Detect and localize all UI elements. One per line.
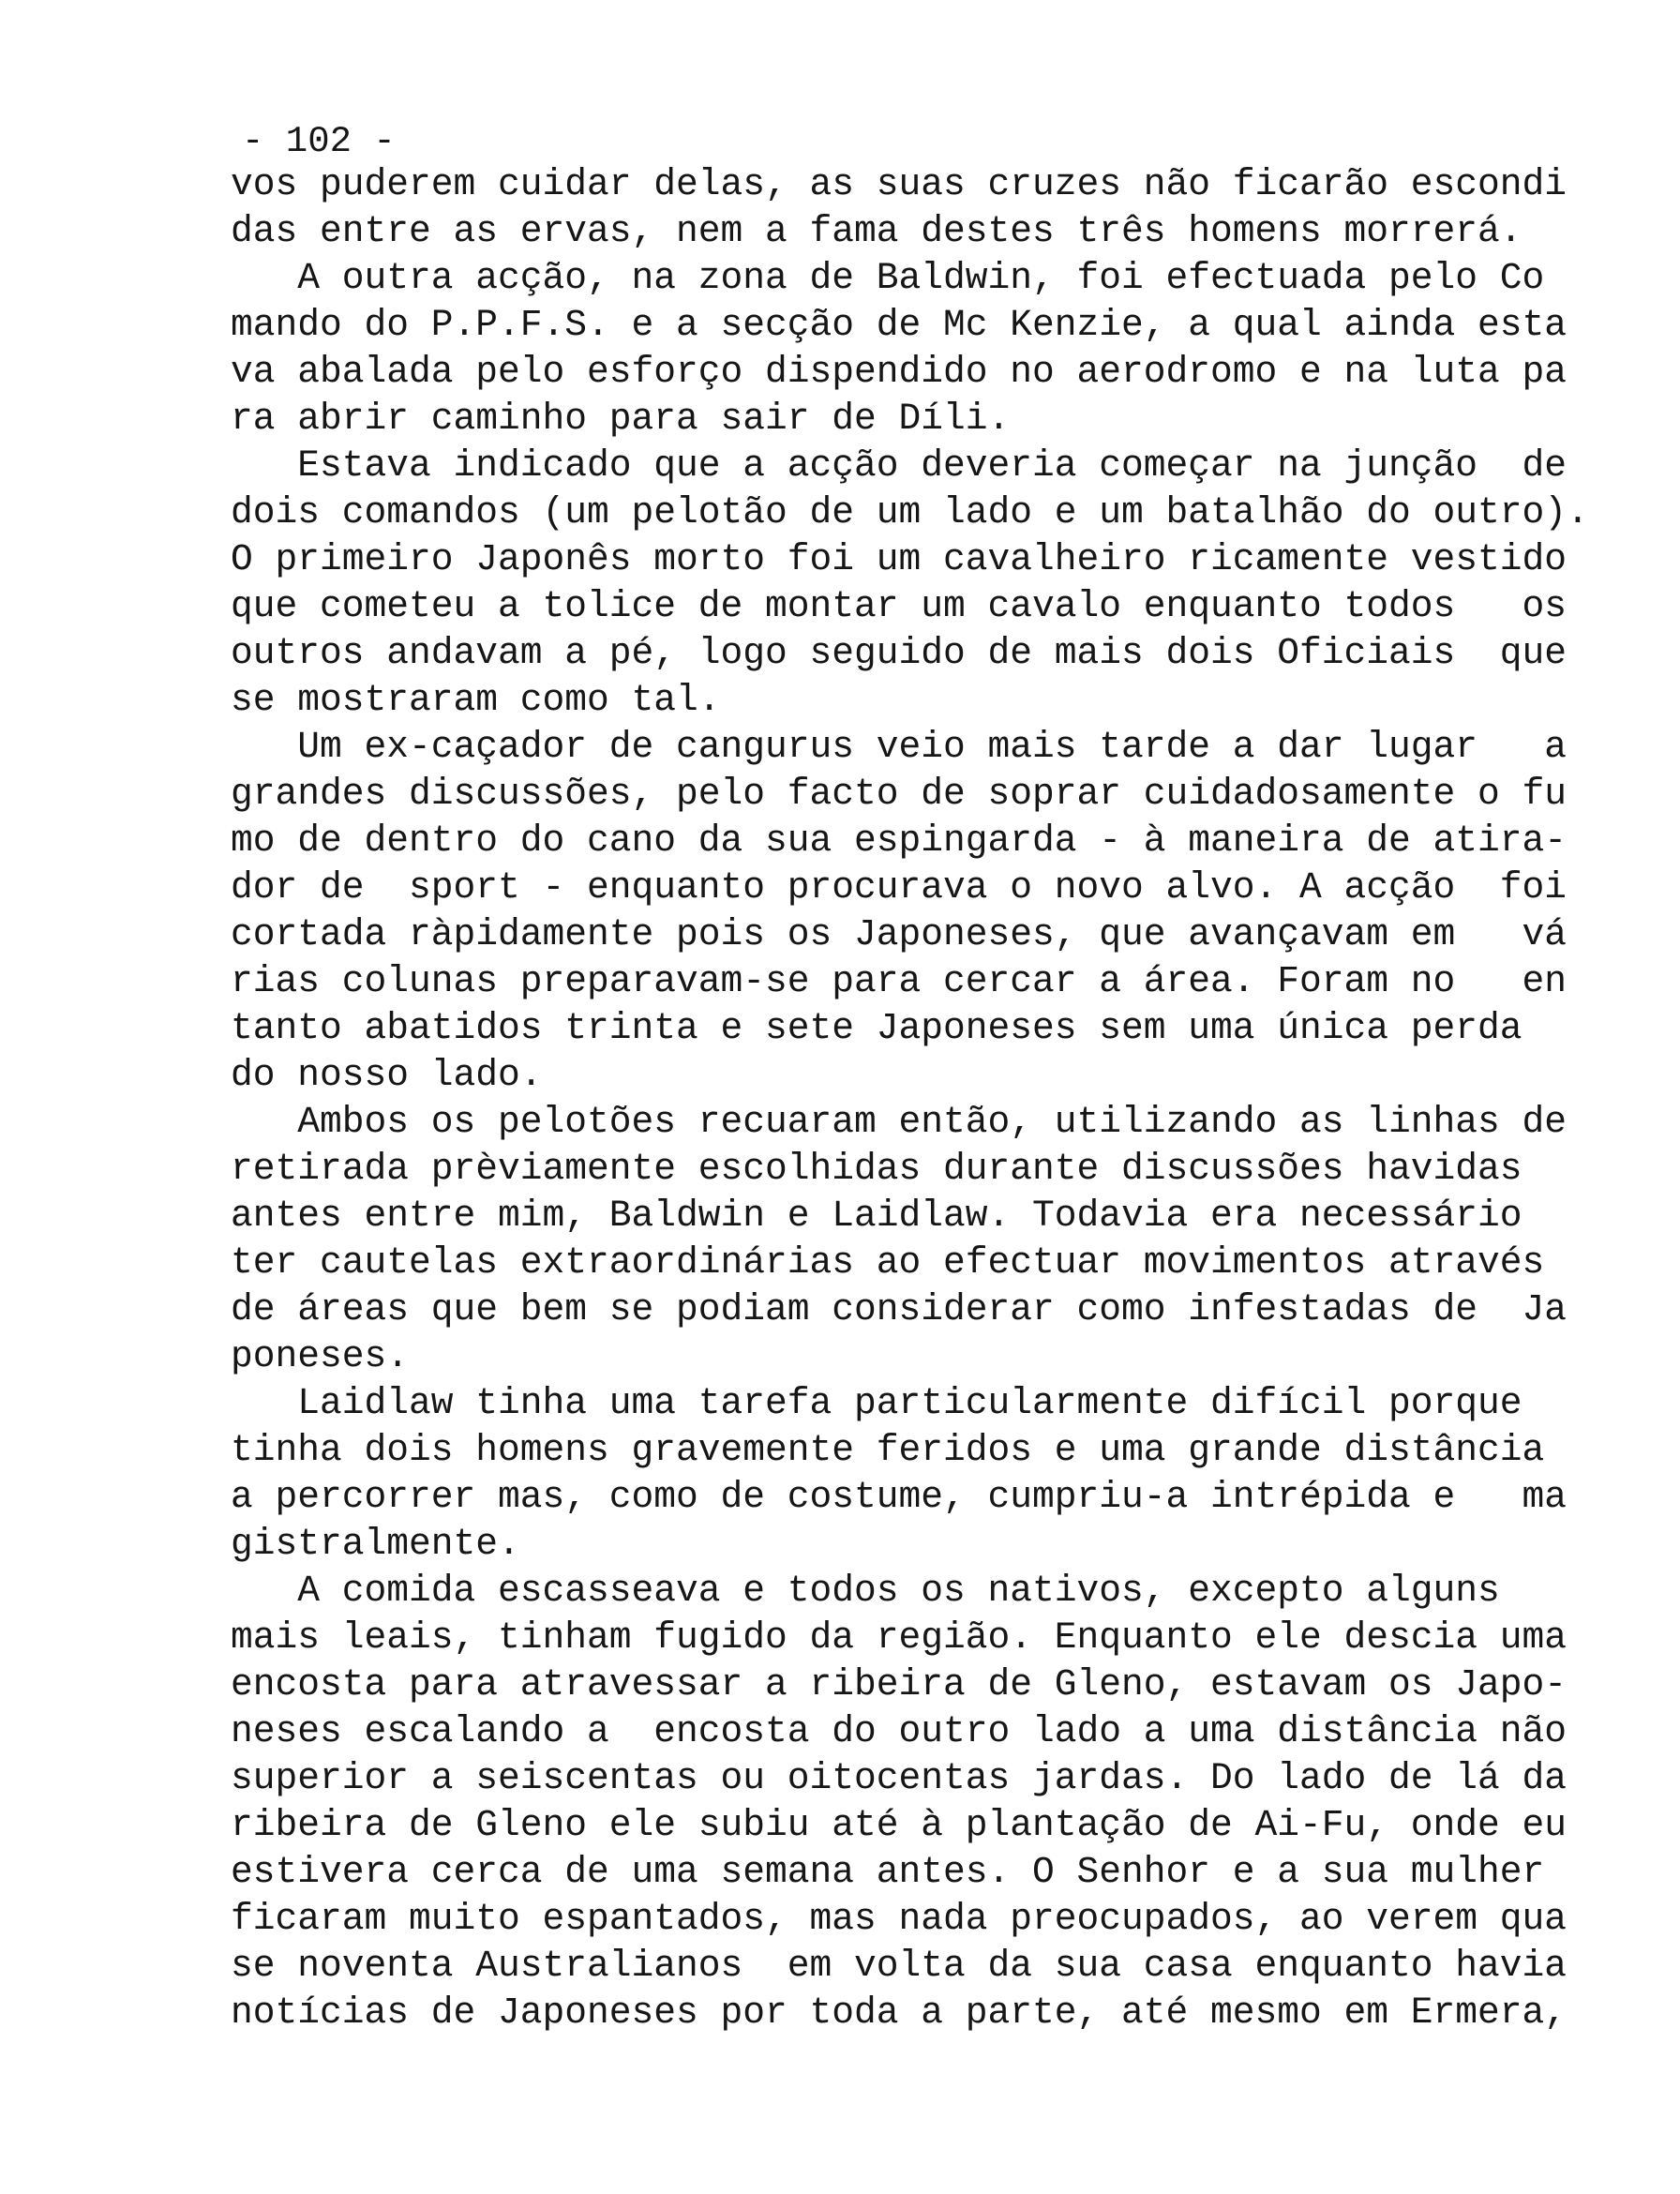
text-line: Um ex-caçador de cangurus veio mais tarde a dar lugar a [231, 726, 1568, 768]
text-line: mando do P.P.F.S. e a secção de Mc Kenzie, a qual ainda esta [231, 304, 1568, 346]
text-line: O primeiro Japonês morto foi um cavalheiro ricamente vestido [231, 538, 1568, 580]
text-line: estivera cerca de uma semana antes. O Senhor e a sua mulher [231, 1851, 1545, 1893]
text-line: A outra acção, na zona de Baldwin, foi efectuada pelo Co [231, 257, 1545, 299]
text-line: das entre as ervas, nem a fama destes três homens morrerá. [231, 210, 1522, 252]
text-line: ra abrir caminho para sair de Díli. [231, 398, 1011, 440]
text-line: tinha dois homens gravemente feridos e uma grande distância [231, 1429, 1545, 1471]
text-line: ribeira de Gleno ele subiu até à plantação de Ai-Fu, onde eu [231, 1804, 1568, 1846]
text-line: grandes discussões, pelo facto de soprar cuidadosamente o fu [231, 773, 1568, 815]
text-line: poneses. [231, 1335, 410, 1377]
text-line: antes entre mim, Baldwin e Laidlaw. Todavia era necessário [231, 1195, 1522, 1237]
text-line: tanto abatidos trinta e sete Japoneses sem uma única perda [231, 1007, 1522, 1049]
text-line: gistralmente. [231, 1523, 520, 1565]
page-number: - 102 - [242, 121, 396, 162]
text-line: se mostraram como tal. [231, 679, 721, 721]
text-line: outros andavam a pé, logo seguido de mais dois Oficiais que [231, 632, 1568, 674]
text-line: cortada ràpidamente pois os Japoneses, que avançavam em vá [231, 913, 1568, 955]
text-line: dois comandos (um pelotão de um lado e um batalhão do outro). [231, 491, 1589, 533]
text-line: A comida escasseava e todos os nativos, excepto alguns [231, 1570, 1500, 1612]
body-text [231, 161, 1656, 2036]
text-line: Ambos os pelotões recuaram então, utilizando as linhas de [231, 1101, 1568, 1143]
text-line: dor de sport - enquanto procurava o novo alvo. A acção foi [231, 866, 1568, 909]
text-line: retirada prèviamente escolhidas durante discussões havidas [231, 1148, 1522, 1190]
text-line: notícias de Japoneses por toda a parte, até mesmo em Ermera, [231, 1991, 1568, 2034]
text-line: Estava indicado que a acção deveria começar na junção de [231, 444, 1568, 487]
text-line: mais leais, tinham fugido da região. Enquanto ele descia uma [231, 1616, 1568, 1659]
text-line: do nosso lado. [231, 1054, 543, 1096]
text-line: ter cautelas extraordinárias ao efectuar movimentos através [231, 1241, 1545, 1284]
text-line: de áreas que bem se podiam considerar como infestadas de Ja [231, 1288, 1568, 1330]
text-line: va abalada pelo esforço dispendido no aerodromo e na luta pa [231, 351, 1568, 393]
text-line: neses escalando a encosta do outro lado a uma distância não [231, 1710, 1568, 1752]
text-line: Laidlaw tinha uma tarefa particularmente difícil porque [231, 1382, 1522, 1424]
text-line: a percorrer mas, como de costume, cumpriu-a intrépida e ma [231, 1476, 1568, 1518]
text-line: encosta para atravessar a ribeira de Gleno, estavam os Japo- [231, 1663, 1568, 1706]
text-line: se noventa Australianos em volta da sua casa enquanto havia [231, 1945, 1568, 1987]
text-line: ficaram muito espantados, mas nada preocupados, ao verem qua [231, 1898, 1568, 1940]
text-line: vos puderem cuidar delas, as suas cruzes não ficarão escondi [231, 163, 1568, 205]
text-line: mo de dentro do cano da sua espingarda - à maneira de atira- [231, 819, 1568, 862]
text-line: que cometeu a tolice de montar um cavalo enquanto todos os [231, 585, 1568, 627]
text-line: superior a seiscentas ou oitocentas jardas. Do lado de lá da [231, 1757, 1568, 1799]
text-line: rias colunas preparavam-se para cercar a área. Foram no en [231, 960, 1568, 1002]
